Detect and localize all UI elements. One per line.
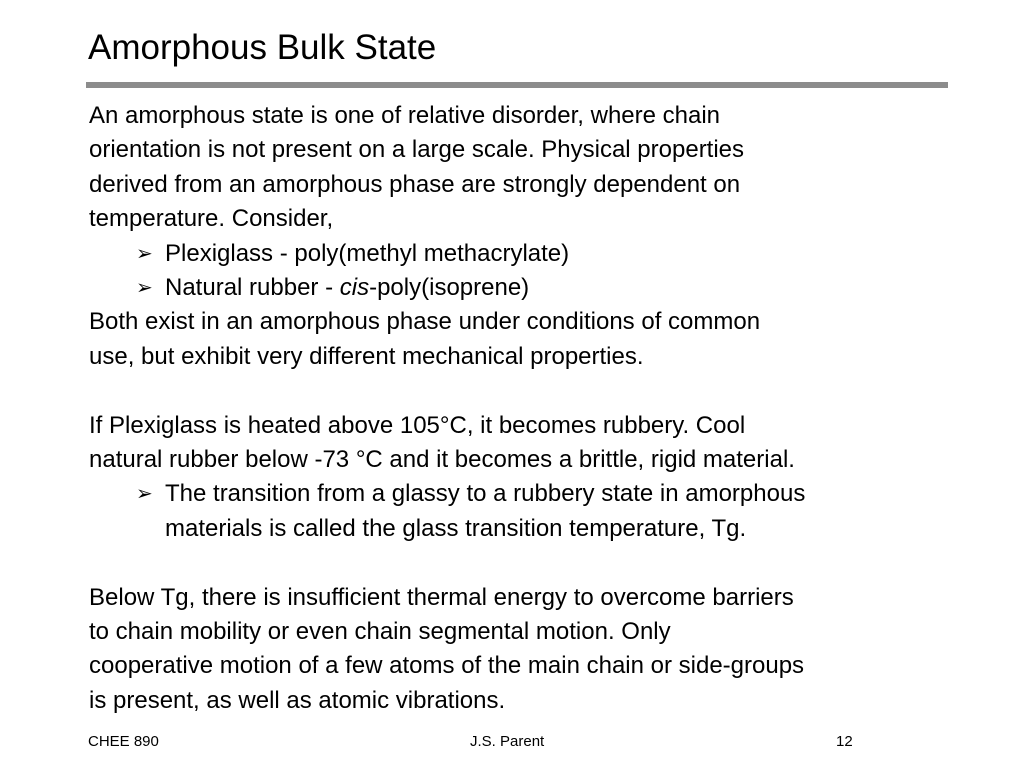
- arrow-bullet-icon: ➢: [136, 277, 153, 300]
- text-line: derived from an amorphous phase are strongly dependent on: [89, 170, 741, 198]
- bullet-text: Plexiglass - poly(methyl methacrylate): [165, 239, 570, 267]
- text-line: cooperative motion of a few atoms of the main chain or side-groups: [89, 652, 805, 680]
- paragraph-below-tg: [89, 581, 959, 719]
- footer-course-code: CHEE 890: [88, 733, 159, 750]
- text-line: Both exist in an amorphous phase under conditions of common: [89, 308, 761, 336]
- paragraph-spacer: [89, 546, 959, 580]
- text-line: orientation is not present on a large scale. Physical properties: [89, 136, 745, 164]
- bullet-text-prefix: Natural rubber -: [165, 274, 340, 302]
- text-line: An amorphous state is one of relative disorder, where chain: [89, 102, 721, 129]
- paragraph-heating: [89, 409, 959, 478]
- title-divider: [86, 82, 948, 88]
- text-line: If Plexiglass is heated above 105°C, it becomes rubbery. Cool: [89, 411, 746, 439]
- bullet-plexiglass: [89, 237, 959, 271]
- text-line: The transition from a glassy to a rubbery state in amorphous: [165, 480, 806, 508]
- bullet-glass-transition: [89, 477, 959, 546]
- bullet-text-suffix: -poly(isoprene): [369, 274, 530, 302]
- paragraph-intro: [89, 99, 959, 237]
- paragraph-spacer: [89, 374, 959, 408]
- slide-body: [89, 99, 959, 718]
- footer-page-number: 12: [836, 733, 853, 750]
- text-line: materials is called the glass transition temperature, Tg.: [165, 514, 747, 542]
- arrow-bullet-icon: ➢: [136, 483, 153, 506]
- text-line: Below Tg, there is insufficient thermal energy to overcome barriers: [89, 583, 794, 611]
- bullet-natural-rubber: [89, 271, 959, 305]
- text-line: is present, as well as atomic vibrations.: [89, 686, 506, 714]
- text-line: use, but exhibit very different mechanical properties.: [89, 342, 644, 370]
- paragraph-both-exist: [89, 305, 959, 374]
- bullet-text-italic: cis: [339, 274, 370, 302]
- footer-author: J.S. Parent: [470, 733, 545, 750]
- text-line: natural rubber below -73 °C and it becomes a brittle, rigid material.: [89, 446, 795, 474]
- text-line: temperature. Consider,: [89, 205, 334, 233]
- text-line: to chain mobility or even chain segmental motion. Only: [89, 618, 671, 646]
- slide-title: Amorphous Bulk State: [88, 28, 437, 67]
- arrow-bullet-icon: ➢: [136, 242, 153, 265]
